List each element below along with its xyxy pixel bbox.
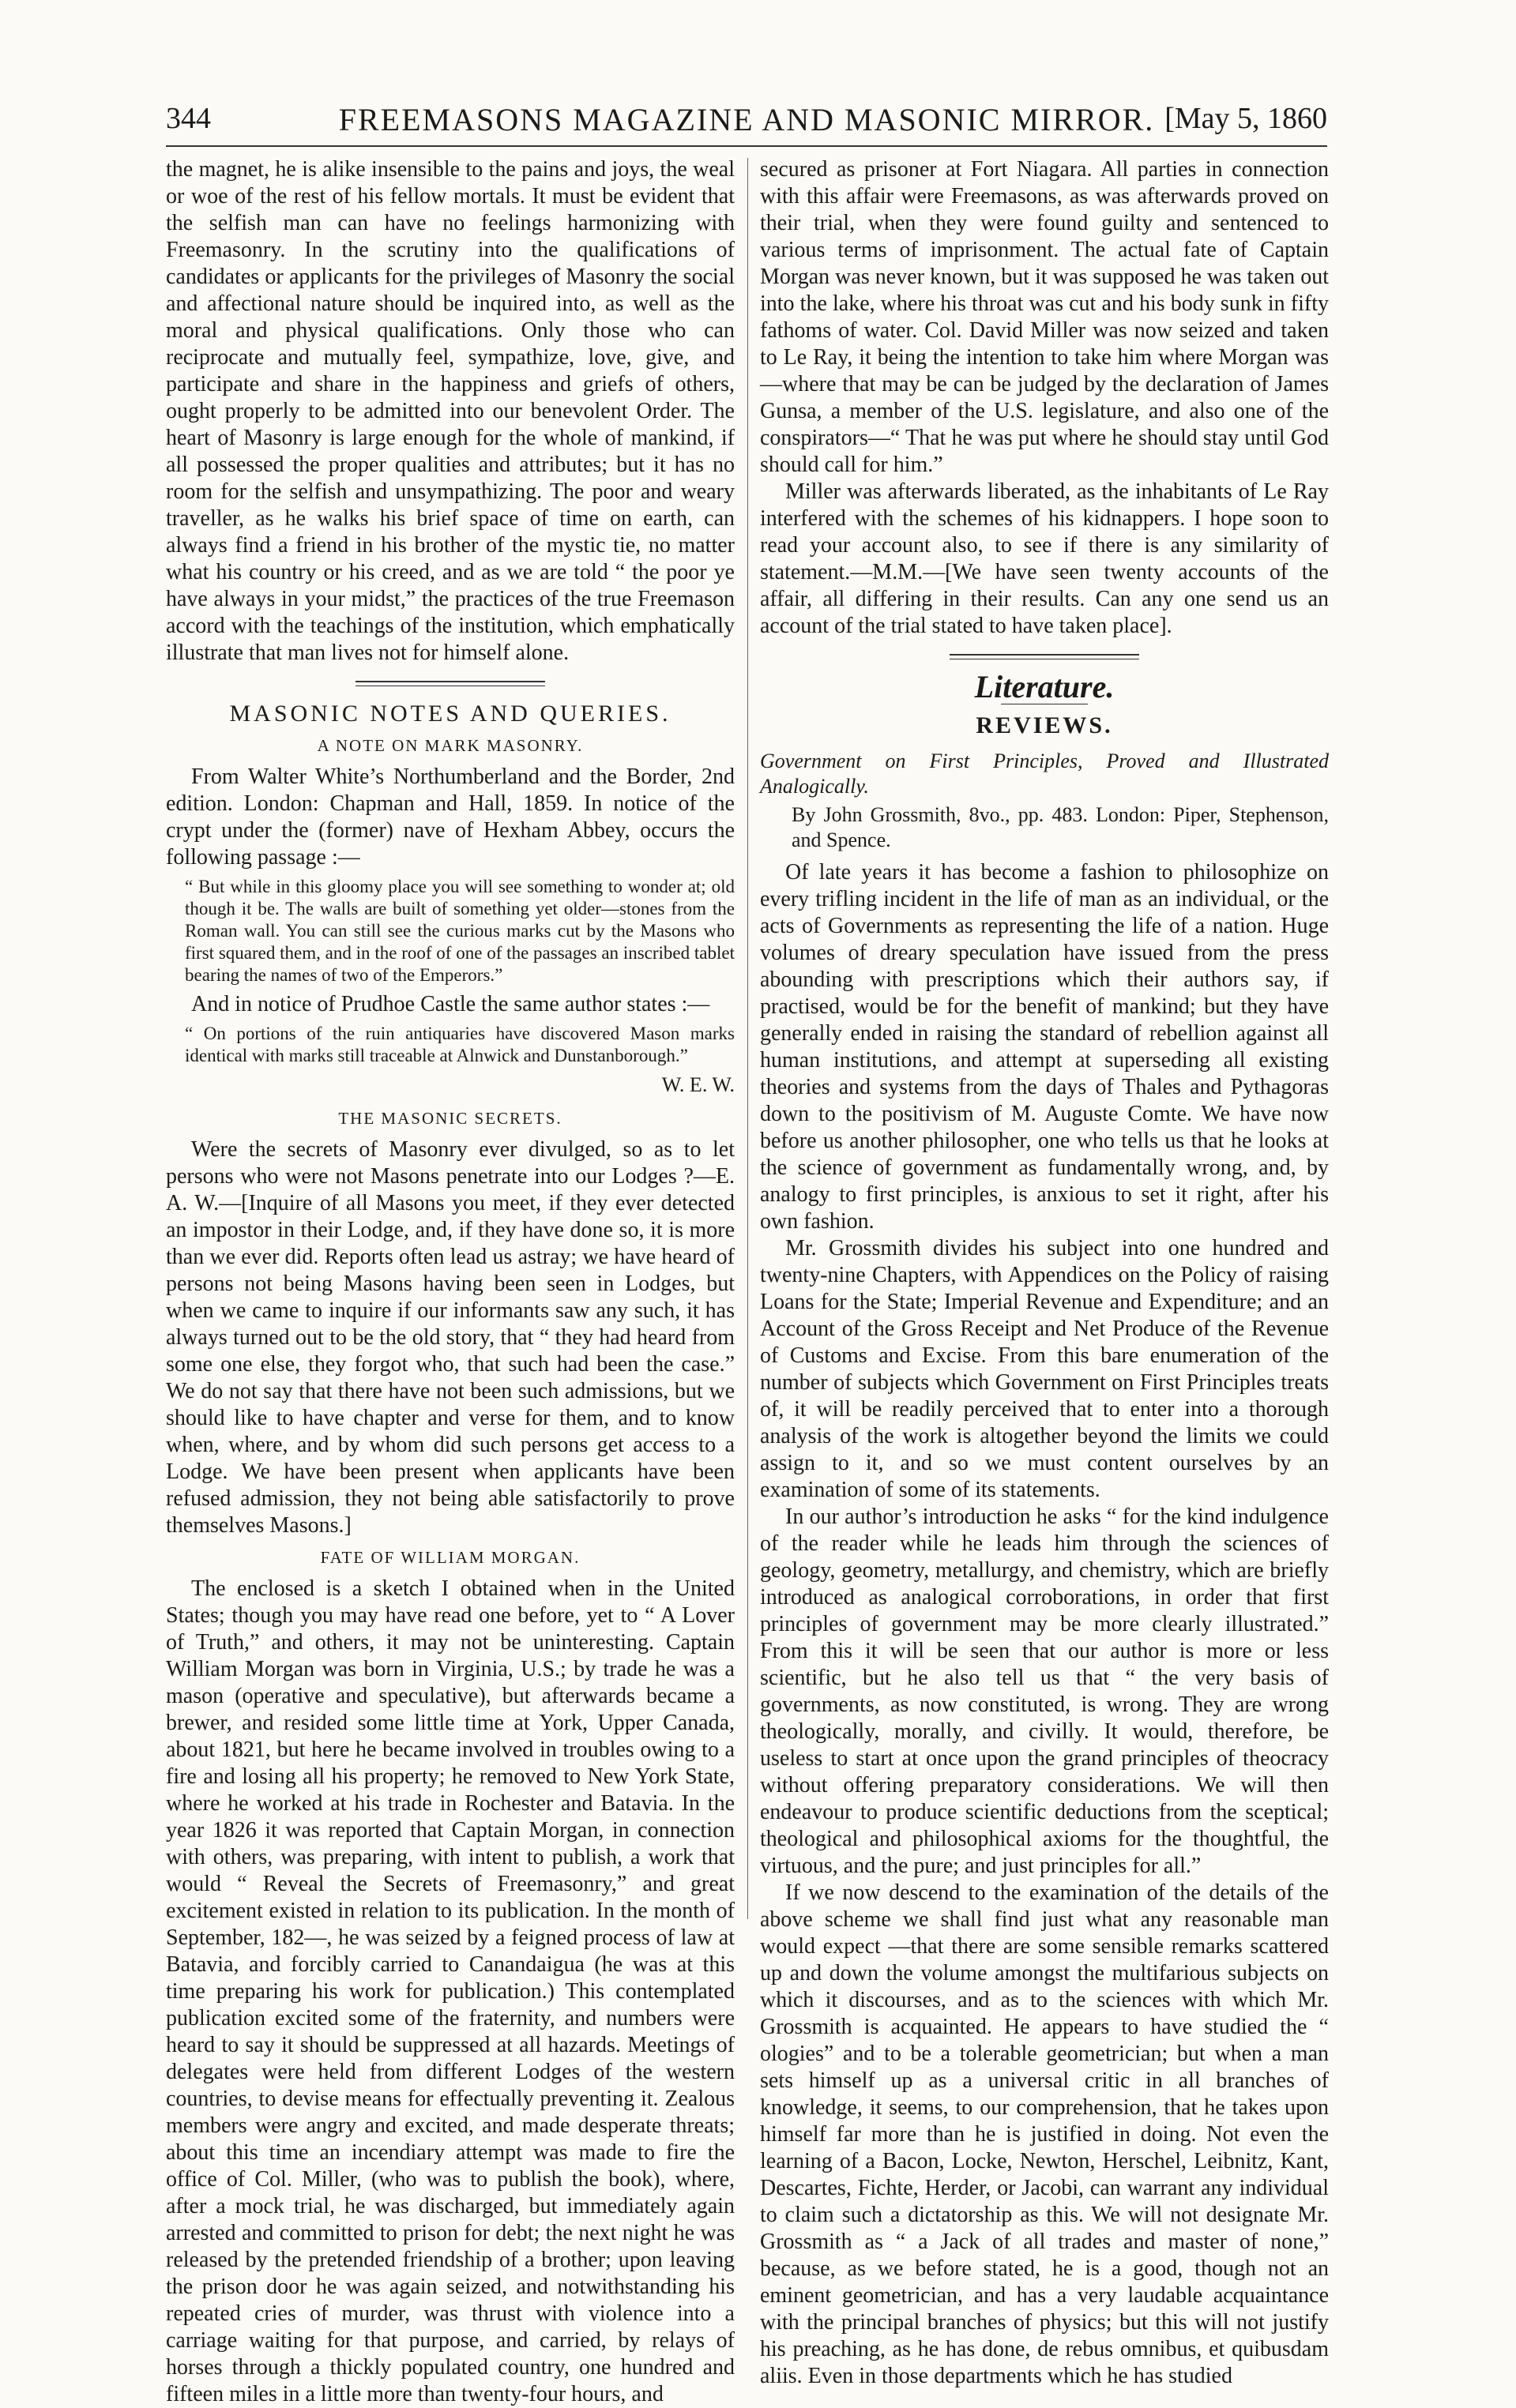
book-title: Government on First Principles, Proved and Illustrated Analogically. <box>760 749 1329 798</box>
section-divider <box>355 681 545 686</box>
right-column <box>760 156 1329 2390</box>
subhead-mark-masonry: A NOTE ON MARK MASONRY. <box>317 736 584 755</box>
miller-paragraph: Miller was afterwards liberated, as the inhabitants of Le Ray interfered with the schemes of his kidnappers. I hope soon to read your account also, to see if there is any similarity of statement.—M.M.—[We have seen twenty accounts of the affair, all differing in their results. Can any one send us an account of the trial stated to have taken place]. <box>760 479 1329 638</box>
review-paragraph-4: If we now descend to the examination of the details of the above scheme we shall find just what any reasonable man would expect —that there are some sensible remarks scattered up and down the volume amongst the multifarious subjects on which it discourses, and as to the sciences with which Mr. Grossmith is acquainted. He appears to have studied the “ ologies” and to be a tolerable geometrician; but when a man sets himself up as a universal critic in all branches of knowledge, it seems, to our comprehension, that he takes upon himself far more than he is justified in doing. Not even the learning of a Bacon, Locke, Newton, Herschel, Leibnitz, Kant, Descartes, Fichte, Herder, or Jacobi, can warrant any individual to claim such a dictatorship as this. We will not designate Mr. Grossmith as “ a Jack of all trades and master of none,” because, as we before stated, he is a good, though not an eminent geometrician, and has a very laudable acquaintance with the principal branches of physics; but this will not justify his preaching, as he has done, de rebus omnibus, et quibusdam aliis. Even in those departments which he has studied <box>760 1880 1329 2388</box>
page-number: 344 <box>166 102 211 135</box>
mark-paragraph-2: And in notice of Prudhoe Castle the same author states :— <box>191 992 710 1016</box>
subhead-masonic-secrets: THE MASONIC SECRETS. <box>338 1109 562 1128</box>
mark-paragraph-1: From Walter White’s Northumberland and the Border, 2nd edition. London: Chapman and Hall, 1859. In notice of the crypt under the (former) nave of Hexham Abbey, occurs the following passage :— <box>166 764 735 870</box>
review-paragraph-3: In our author’s introduction he asks “ for the kind indulgence of the reader while he leads him through the sciences of geology, geometry, metallurgy, and chemistry, which are briefly introduced as analogical corroborations, in order that first principles of government may be more clearly illustrated.” From this it will be seen that our author is more or less scientific, but he also tell us that “ the very basis of governments, as now constituted, is wrong. They are wrong theologically, morally, and civilly. It would, therefore, be useless to start at once upon the grand principles of theocracy without offering preparatory considerations. We will then endeavour to produce scientific deductions from the sceptical; theological and philosophical axioms for the thoughtful, the virtuous, and the pure; and just principles for all.” <box>760 1505 1329 1878</box>
mark-quote-1: “ But while in this gloomy place you will see something to wonder at; old though it be. The walls are built of something yet older—stones from the Roman wall. You can still see the curious marks cut by the Masons who first squared them, and in the roof of one of the passages an inscribed tablet bearing the names of two of the Emperors.” <box>185 877 735 985</box>
issue-date: [May 5, 1860 <box>1164 102 1327 135</box>
secrets-paragraph: Were the secrets of Masonry ever divulged, so as to let persons who were not Masons penetrate into our Lodges ?—E. A. W.—[Inquire of all Masons you meet, if they ever detected an impostor in their Lodge, and, if they have done so, it is more than we ever did. Reports often lead us astray; we have heard of persons not being Masons having been seen in Lodges, but when we came to inquire if our informants saw any such, it has always turned out to be the old story, that “ they had heard from some one else, they forgot who, that such had been the case.” We do not say that there have not been such admissions, but we should like to have chapter and verse for them, and to know when, where, and by whom did such persons get access to a Lodge. We have been present when applicants have been refused admission, they not being able satisfactorily to prove themselves Masons.] <box>166 1137 735 1538</box>
morgan-continuation: secured as prisoner at Fort Niagara. All parties in connection with this affair were Freemasons, as was afterwards proved on their trial, when they were found guilty and sentenced to various terms of imprisonment. The actual fate of Captain Morgan was never known, but it was supposed he was taken out into the lake, where his throat was cut and his body sunk in fifty fathoms of water. Col. David Miller was now seized and taken to Le Ray, it being the intention to take him where Morgan was—where that may be can be judged by the declaration of James Gunsa, a member of the U.S. legislature, and also one of the conspirators—“ That he was put where he should stay until God should call for him.” <box>760 157 1329 477</box>
book-info: By John Grossmith, 8vo., pp. 483. London: Piper, Stephenson, and Spence. <box>792 803 1329 851</box>
subhead-william-morgan: FATE OF WILLIAM MORGAN. <box>320 1548 581 1567</box>
left-column <box>166 156 735 2408</box>
running-title: FREEMASONS MAGAZINE AND MASONIC MIRROR. <box>338 102 1155 137</box>
section-title: MASONIC NOTES AND QUERIES. <box>229 701 671 727</box>
review-paragraph-1: Of late years it has become a fashion to philosophize on every trifling incident in the life of man as an individual, or the acts of Governments as representing the life of a nation. Huge volumes of dreary speculation have issued from the press abounding with prescriptions which their authors say, if practised, would be for the benefit of mankind; but they have generally ended in raising the standard of rebellion against all human institutions, and attempt at superseding all existing theories and systems from the days of Thales and Pythagoras down to the positivism of M. Auguste Comte. We have now before us another philosopher, one who tells us that he looks at the science of government as fundamentally wrong, and, by analogy to first principles, is anxious to set it right, after his own fashion. <box>760 860 1329 1234</box>
mark-signature: W. E. W. <box>661 1073 735 1096</box>
morgan-paragraph: The enclosed is a sketch I obtained when in the United States; though you may have read one before, yet to “ A Lover of Truth,” and others, it may not be uninteresting. Captain William Morgan was born in Virginia, U.S.; by trade he was a mason (operative and speculative), but afterwards became a brewer, and resided some little time at York, Upper Canada, about 1821, but here he became involved in troubles owing to a fire and losing all his property; he removed to New York State, where he worked at his trade in Rochester and Batavia. In the year 1826 it was reported that Captain Morgan, in connection with others, was preparing, with intent to publish, a work that would “ Reveal the Secrets of Freemasonry,” and great excitement existed in relation to its publication. In the month of September, 182—, he was seized by a feigned process of law at Batavia, and forcibly carried to Canandaigua (he was at this time preparing his work for publication.) This contemplated publication excited some of the fraternity, and numbers were heard to say it should be suppressed at all hazards. Meetings of delegates were held from different Lodges of the western countries, to devise means for effectually preventing it. Zealous members were angry and excited, and made desperate threats; about this time an incendiary attempt was made to fire the office of Col. Miller, (who was to publish the book), where, after a mock trial, he was discharged, but immediately again arrested and committed to prison for debt; the next night he was released by the pretended friendship of a brother; upon leaving the prison door he was again seized, and notwithstanding his repeated cries of murder, was thrust with violence into a carriage waiting for that purpose, and carried, by relays of horses through a thickly populated country, one hundred and fifteen miles in a little more than twenty-four hours, and <box>166 1576 735 2406</box>
page-header <box>166 101 1327 147</box>
section-divider <box>950 654 1139 659</box>
reviews-heading: REVIEWS. <box>976 712 1113 738</box>
mark-quote-2: “ On portions of the ruin antiquaries have discovered Mason marks identical with marks still traceable at Alnwick and Dunstanborough.” <box>185 1024 735 1065</box>
literature-heading: Literature. <box>974 669 1115 704</box>
intro-paragraph: the magnet, he is alike insensible to the pains and joys, the weal or woe of the rest of his fellow mortals. It must be evident that the selfish man can have no feelings harmonizing with Freemasonry. In the scrutiny into the qualifications of candidates or applicants for the privileges of Masonry the social and affectional nature should be inquired into, as well as the moral and physical qualifications. Only those who can reciprocate and mutually feel, sympathize, love, give, and participate and share in the happiness and griefs of others, ought properly to be admitted into our benevolent Order. The heart of Masonry is large enough for the whole of mankind, if all possessed the proper qualities and attributes; but it has no room for the selfish and unsympathizing. The poor and weary traveller, as he walks his brief space of time on earth, can always find a friend in his brother of the mystic tie, no matter what his country or his creed, and as we are told “ the poor ye have always in your midst,” the practices of the true Freemason accord with the teachings of the institution, which emphatically illustrate that man lives not for himself alone. <box>166 157 735 665</box>
review-paragraph-2: Mr. Grossmith divides his subject into one hundred and twenty-nine Chapters, with Appendices on the Policy of raising Loans for the State; Imperial Revenue and Expenditure; and an Account of the Gross Receipt and Net Produce of the Revenue of Customs and Excise. From this bare enumeration of the number of subjects which Government on First Principles treats of, it will be readily perceived that to enter into a thorough analysis of the work is altogether beyond the limits we could assign to it, and so we must content ourselves by an examination of some of its statements. <box>760 1236 1329 1502</box>
column-rule <box>747 158 748 1919</box>
